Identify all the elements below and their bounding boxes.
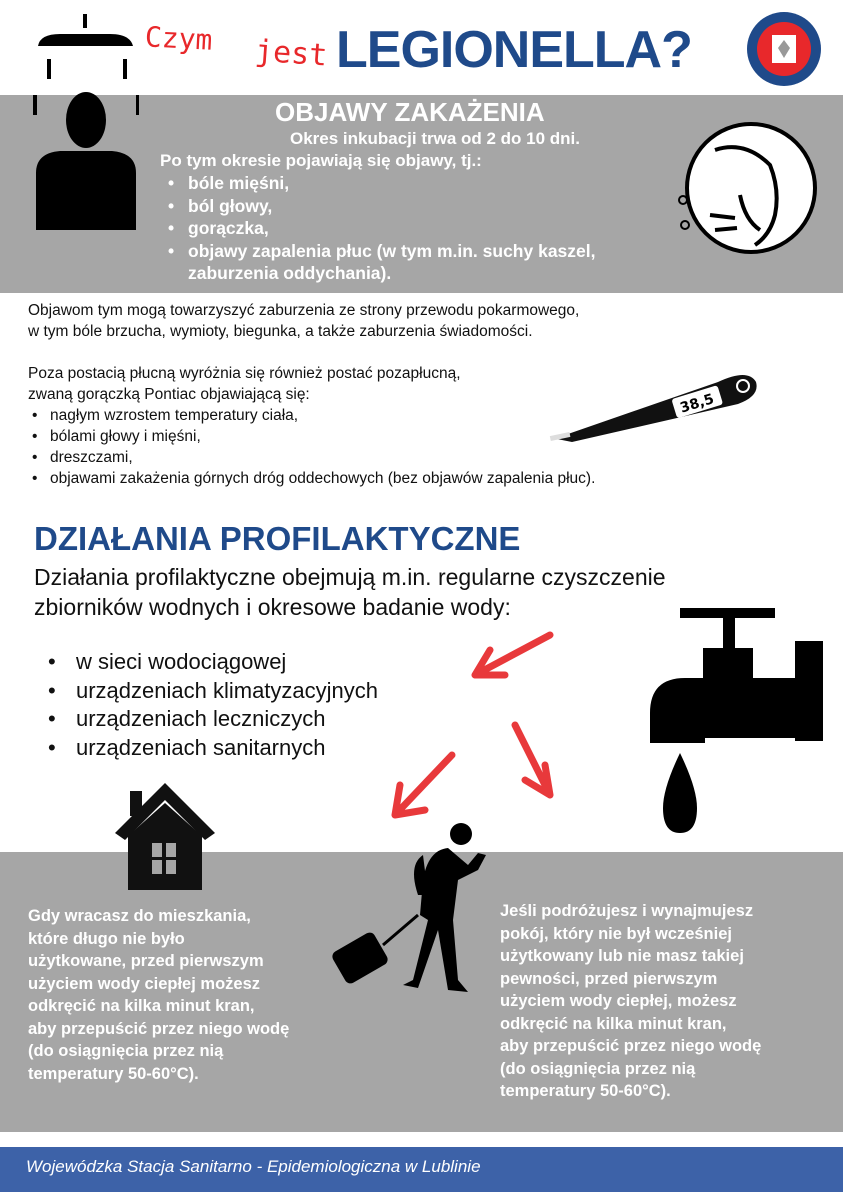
list-item: • urządzeniach leczniczych xyxy=(34,705,378,734)
symptoms-list xyxy=(160,172,680,285)
text-line: użytkowany lub nie masz takiej xyxy=(500,947,744,965)
sanitary-inspection-logo xyxy=(745,10,823,88)
title-jest: jest xyxy=(253,33,329,74)
coughing-person-icon xyxy=(675,120,820,260)
list-item: • bólami głowy i mięśni, xyxy=(28,426,595,447)
thermometer-icon xyxy=(548,362,763,444)
text-line: Poza postacią płucną wyróżnia się również postać pozapłucną, xyxy=(28,365,461,382)
list-item: • urządzeniach klimatyzacyjnych xyxy=(34,677,378,706)
water-tap-icon xyxy=(645,603,825,838)
list-item: • nagłym wzrostem temperatury ciała, xyxy=(28,405,595,426)
arrows-icon xyxy=(380,625,570,835)
text-line: odkręcić na kilka minut kran, xyxy=(500,1014,727,1033)
title-czym: Czym xyxy=(144,20,214,57)
footer xyxy=(0,1147,843,1192)
text-line: (do osiągnięcia przez nią xyxy=(500,1059,696,1078)
thermometer-reading: 38,5 xyxy=(678,391,717,417)
list-item: • w sieci wodociągowej xyxy=(34,648,378,677)
text-line: które długo nie było xyxy=(28,929,185,948)
list-item: • objawy zapalenia płuc (w tym m.in. suchy kaszel, zaburzenia oddychania). xyxy=(160,240,680,285)
person-silhouette-icon xyxy=(30,85,142,235)
text-line: aby przepuścić przez niego wodę xyxy=(500,1037,762,1055)
list-item: • dreszczami, xyxy=(28,447,595,468)
incubation-text: Okres inkubacji trwa od 2 do 10 dni. xyxy=(289,129,581,148)
text-line: (do osiągnięcia przez nią xyxy=(28,1042,224,1060)
footer-text: Wojewódzka Stacja Sanitarno - Epidemiologiczna w Lublinie xyxy=(26,1157,481,1176)
prevention-text xyxy=(34,562,666,622)
page-title: LEGIONELLA? xyxy=(336,21,692,79)
list-item: • objawami zakażenia górnych dróg oddechowych (bez objawów zapalenia płuc). xyxy=(28,468,595,489)
text-line: użytkowane, przed pierwszym xyxy=(28,952,264,970)
text-line: temperatury 50-60°C). xyxy=(500,1082,671,1100)
prevention-heading: DZIAŁANIA PROFILAKTYCZNE xyxy=(34,520,521,557)
travel-tip xyxy=(500,900,820,1103)
prevention-list xyxy=(34,648,378,762)
list-item: • urządzeniach sanitarnych xyxy=(34,734,378,763)
text-line: użyciem wody ciepłej możesz xyxy=(28,974,260,993)
home-tip xyxy=(28,905,328,1085)
list-item: • bóle mięśni, xyxy=(160,172,680,195)
additional-symptoms xyxy=(28,300,595,489)
text-line: w tym bóle brzucha, wymioty, biegunka, a także zaburzenia świadomości. xyxy=(28,323,533,340)
pontiac-list xyxy=(28,405,595,489)
symptoms-intro: Po tym okresie pojawiają się objawy, tj.: xyxy=(160,151,482,170)
text-line: temperatury 50-60°C). xyxy=(28,1064,199,1083)
text-line: Jeśli podróżujesz i wynajmujesz xyxy=(500,902,754,920)
text-line: aby przepuścić przez niego wodę xyxy=(28,1019,290,1038)
traveler-with-suitcase-icon xyxy=(328,820,498,995)
text-line: Działania profilaktyczne obejmują m.in. regularne czyszczenie xyxy=(34,564,666,590)
text-line: użyciem wody ciepłej, możesz xyxy=(500,992,737,1010)
symptoms-text xyxy=(160,128,680,285)
text-line: pokój, który nie był wcześniej xyxy=(500,924,732,943)
text-line: Objawom tym mogą towarzyszyć zaburzenia ze strony przewodu pokarmowego, xyxy=(28,302,580,319)
text-line: pewności, przed pierwszym xyxy=(500,969,718,988)
text-line: zwaną gorączką Pontiac objawiającą się: xyxy=(28,386,310,403)
symptoms-heading: OBJAWY ZAKAŻENIA xyxy=(275,97,545,127)
house-icon xyxy=(110,778,220,893)
text-line: odkręcić na kilka minut kran, xyxy=(28,997,255,1015)
text-line: Gdy wracasz do mieszkania, xyxy=(28,907,251,925)
list-item: • ból głowy, xyxy=(160,195,680,218)
list-item: • gorączka, xyxy=(160,217,680,240)
text-line: zbiorników wodnych i okresowe badanie wody: xyxy=(34,594,511,620)
